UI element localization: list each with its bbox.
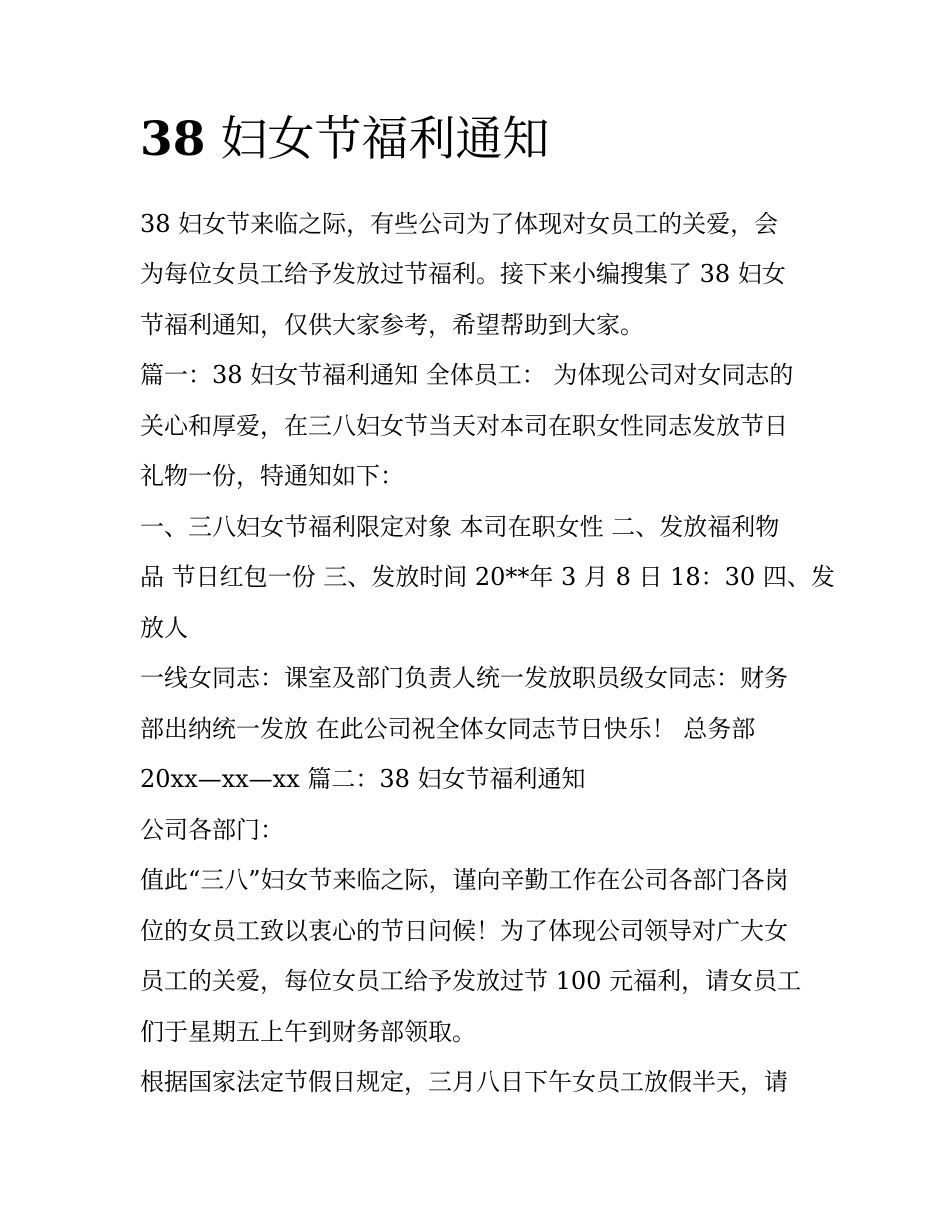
paragraph-line: 部出纳统一发放 在此公司祝全体女同志节日快乐！ 总务部 — [140, 715, 756, 743]
document-title — [140, 112, 549, 168]
paragraph-line: 关心和厚爱，在三八妇女节当天对本司在职女性同志发放节日 — [140, 412, 788, 440]
paragraph-line: 根据国家法定节假日规定，三月八日下午女员工放假半天，请 — [140, 1068, 788, 1096]
paragraph-line: 为每位女员工给予发放过节福利。接下来小编搜集了 38 妇女 — [140, 260, 786, 288]
paragraph-line: 公司各部门： — [140, 816, 284, 844]
paragraph-line: 38 妇女节来临之际，有些公司为了体现对女员工的关爱，会 — [140, 210, 779, 238]
paragraph-line: 员工的关爱，每位女员工给予发放过节 100 元福利，请女员工 — [140, 967, 802, 995]
paragraph-line: 一线女同志：课室及部门负责人统一发放职员级女同志：财务 — [140, 664, 788, 692]
paragraph-line: 值此“三八”妇女节来临之际，谨向辛勤工作在公司各部门各岗 — [140, 866, 789, 894]
paragraph-line: 品 节日红包一份 三、发放时间 20**年 3 月 8 日 18：30 四、发 — [140, 563, 835, 591]
paragraph-line: 20xx—xx—xx 篇二：38 妇女节福利通知 — [140, 765, 586, 793]
paragraph-line: 放人 — [140, 614, 188, 642]
paragraph-line: 礼物一份，特通知如下： — [140, 462, 404, 490]
title-text: 妇女节福利通知 — [220, 112, 550, 167]
paragraph-line: 一、三八妇女节福利限定对象 本司在职女性 二、发放福利物 — [140, 513, 780, 541]
paragraph-line: 们于星期五上午到财务部领取。 — [140, 1018, 476, 1046]
title-number: 38 — [140, 112, 206, 167]
paragraph-line: 位的女员工致以衷心的节日问候！为了体现公司领导对广大女 — [140, 917, 788, 945]
paragraph-line: 篇一：38 妇女节福利通知 全体员工： 为体现公司对女同志的 — [140, 361, 794, 389]
paragraph-line: 节福利通知，仅供大家参考，希望帮助到大家。 — [140, 311, 644, 339]
